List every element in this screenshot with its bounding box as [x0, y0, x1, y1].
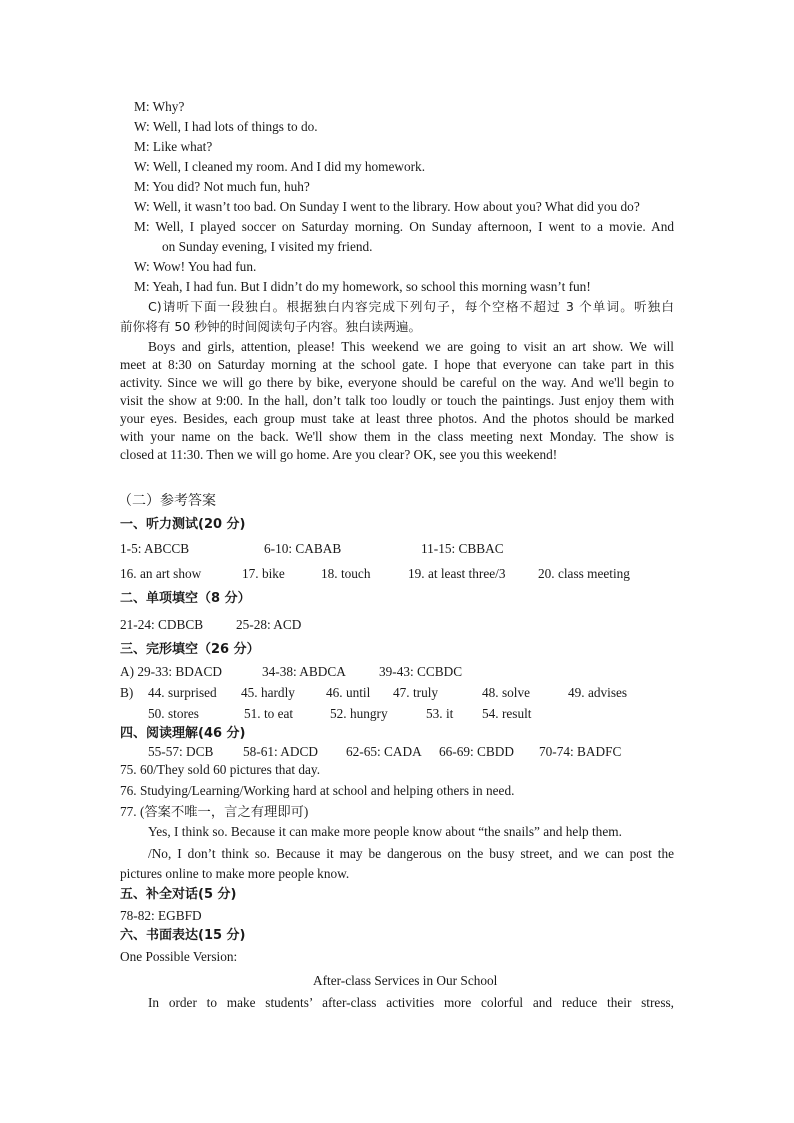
- answer-item: 39-43: CCBDC: [379, 664, 463, 679]
- dialogue-line: M: Why?: [134, 99, 185, 114]
- monologue-line: Boys and girls, attention, please! This weekend we are going to visit an art show. We will: [148, 339, 674, 354]
- dialogue-line: W: Well, I had lots of things to do.: [134, 119, 318, 134]
- answer-item: 17. bike: [242, 566, 285, 581]
- answer-item: 44. surprised: [148, 685, 217, 700]
- answers-title: （二）参考答案: [118, 493, 216, 509]
- answer-item: 58-61: ADCD: [243, 744, 318, 759]
- dialogue-line: W: Wow! You had fun.: [134, 259, 257, 274]
- answer-item: 46. until: [326, 685, 371, 700]
- answer-item: 51. to eat: [244, 706, 294, 721]
- essay-line: In order to make students’ after-class activities more colorful and reduce their stress,: [148, 995, 674, 1010]
- section-heading: 二、单项填空（8 分）: [120, 591, 251, 606]
- answer-item: 47. truly: [393, 685, 439, 700]
- section-heading: 五、补全对话(5 分): [120, 887, 237, 902]
- answer-item: 45. hardly: [241, 685, 295, 700]
- answer-item: A) 29-33: BDACD: [120, 664, 222, 679]
- answer-item: 18. touch: [321, 566, 371, 581]
- section-heading: 一、听力测试(20 分): [120, 517, 246, 532]
- answer-77-no-cont: pictures online to make more people know.: [120, 866, 350, 881]
- answer-76: 76. Studying/Learning/Working hard at school and helping others in need.: [120, 783, 515, 798]
- instruction-line: C)请听下面一段独白。根据独白内容完成下列句子，每个空格不超过 3 个单词。听独白: [148, 299, 674, 314]
- section-heading: 四、阅读理解(46 分): [120, 726, 246, 741]
- dialogue-line: W: Well, it wasn’t too bad. On Sunday I went to the library. How about you? What did you do?: [134, 199, 640, 214]
- dialogue-line: on Sunday evening, I visited my friend.: [162, 239, 373, 254]
- answer-item: 1-5: ABCCB: [120, 541, 190, 556]
- instruction-line: 前你将有 50 秒钟的时间阅读句子内容。独白读两遍。: [120, 319, 422, 334]
- answer-77-yes: Yes, I think so. Because it can make more people know about “the snails” and help them.: [148, 824, 622, 839]
- answer-item: 25-28: ACD: [236, 617, 302, 632]
- monologue-line: closed at 11:30. Then we will go home. Are you clear? OK, see you this weekend!: [120, 447, 558, 462]
- answer-item: 21-24: CDBCB: [120, 617, 204, 632]
- answer-75: 75. 60/They sold 60 pictures that day.: [120, 762, 321, 777]
- monologue-line: your eyes. Besides, each group must take at least three photos. And the photos should be marked: [120, 411, 674, 426]
- answer-item: 52. hungry: [330, 706, 388, 721]
- answer-item: 34-38: ABDCA: [262, 664, 346, 679]
- answer-item: 49. advises: [568, 685, 628, 700]
- dialogue-line: W: Well, I cleaned my room. And I did my homework.: [134, 159, 426, 174]
- answer-item: 54. result: [482, 706, 532, 721]
- answer-item: B): [120, 685, 134, 700]
- answer-77-no: /No, I don’t think so. Because it may be dangerous on the busy street, and we can post the: [148, 846, 674, 861]
- answer-item: 55-57: DCB: [148, 744, 214, 759]
- answer-item: 66-69: CBDD: [439, 744, 514, 759]
- monologue-line: visit the show at 9:00. In the hall, don’t talk too loudly or touch the paintings. Just enjoy them with: [120, 393, 674, 408]
- answer-item: 53. it: [426, 706, 454, 721]
- dialogue-line: M: Yeah, I had fun. But I didn’t do my homework, so school this morning wasn’t fun!: [134, 279, 591, 294]
- answer-item: 11-15: CBBAC: [421, 541, 504, 556]
- answer-item: 16. an art show: [120, 566, 202, 581]
- section-heading: 三、完形填空（26 分）: [120, 642, 260, 657]
- answer-77: 77. (答案不唯一，言之有理即可): [120, 804, 309, 819]
- answer-item: 78-82: EGBFD: [120, 908, 202, 923]
- section-heading: 六、书面表达(15 分): [120, 928, 246, 943]
- answer-item: 50. stores: [148, 706, 199, 721]
- answer-item: 62-65: CADA: [346, 744, 422, 759]
- monologue-line: meet at 8:30 on Saturday morning at the school gate. I hope that everyone can take part in this: [120, 357, 674, 372]
- answer-item: 48. solve: [482, 685, 531, 700]
- dialogue-line: M: Well, I played soccer on Saturday morning. On Sunday afternoon, I went to a movie. And: [134, 219, 674, 234]
- monologue-line: with your name on the back. We'll show them in the class meeting next Monday. The show is: [120, 429, 674, 444]
- answer-item: 19. at least three/3: [408, 566, 506, 581]
- version-label: One Possible Version:: [120, 949, 238, 964]
- answer-item: 20. class meeting: [538, 566, 630, 581]
- dialogue-line: M: You did? Not much fun, huh?: [134, 179, 310, 194]
- answer-item: 6-10: CABAB: [264, 541, 342, 556]
- essay-title: After-class Services in Our School: [313, 973, 498, 988]
- monologue-line: activity. Since we will go there by bike, everyone should be careful on the way. And we'll begin to: [120, 375, 674, 390]
- dialogue-line: M: Like what?: [134, 139, 213, 154]
- answer-item: 70-74: BADFC: [539, 744, 622, 759]
